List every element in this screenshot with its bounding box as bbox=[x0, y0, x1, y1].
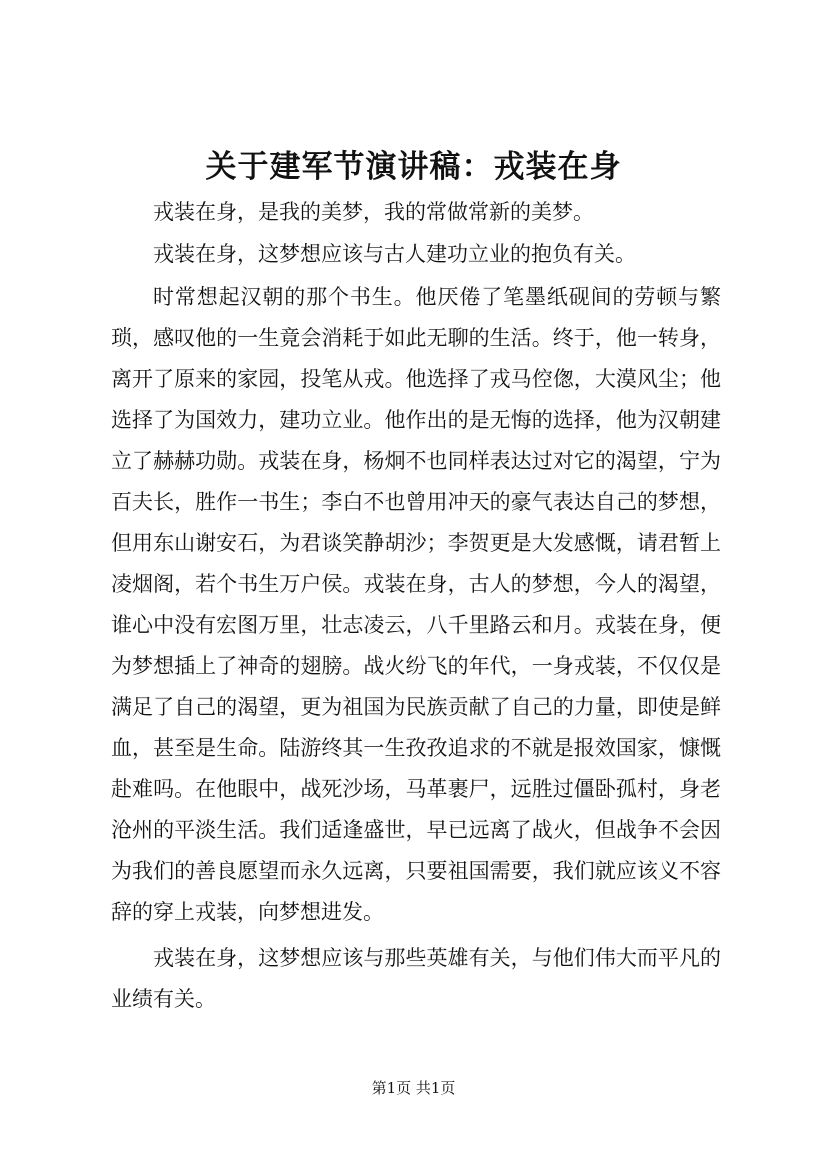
page-footer: 第1页 共1页 bbox=[371, 1079, 456, 1097]
paragraph-3: 时常想起汉朝的那个书生。他厌倦了笔墨纸砚间的劳顿与繁琐，感叹他的一生竟会消耗于如此无聊的生活。终于，他一转身，离开了原来的家园，投笔从戎。他选择了戎马倥偬，大漠风尘；他选择了为国效力，建功立业。他作出的是无悔的选择，他为汉朝建立了赫赫功勋。戎装在身，杨炯不也同样表达过对它的渴望，宁为百夫长，胜作一书生；李白不也曾用冲天的豪气表达自己的梦想，但用东山谢安石，为君谈笑静胡沙；李贺更是大发感慨，请君暂上凌烟阁，若个书生万户侯。戎装在身，古人的梦想，今人的渴望，谁心中没有宏图万里，壮志凌云，八千里路云和月。戎装在身，便为梦想插上了神奇的翅膀。战火纷飞的年代，一身戎装，不仅仅是满足了自己的渴望，更为祖国为民族贡献了自己的力量，即使是鲜血，甚至是生命。陆游终其一生孜孜追求的不就是报效国家，慷慨赴难吗。在他眼中，战死沙场，马革裹尸，远胜过僵卧孤村，身老沧州的平淡生活。我们适逢盛世，早已远离了战火，但战争不会因为我们的善良愿望而永久远离，只要祖国需要，我们就应该义不容辞的穿上戎装，向梦想进发。 bbox=[111, 285, 721, 924]
document-title: 关于建军节演讲稿：戎装在身 bbox=[205, 149, 622, 185]
paragraph-2: 戎装在身，这梦想应该与古人建功立业的抱负有关。 bbox=[153, 242, 636, 266]
document-body bbox=[111, 192, 721, 1020]
paragraph-1: 戎装在身，是我的美梦，我的常做常新的美梦。 bbox=[153, 200, 594, 224]
paragraph-4: 戎装在身，这梦想应该与那些英雄有关，与他们伟大而平凡的业绩有关。 bbox=[111, 946, 721, 1011]
